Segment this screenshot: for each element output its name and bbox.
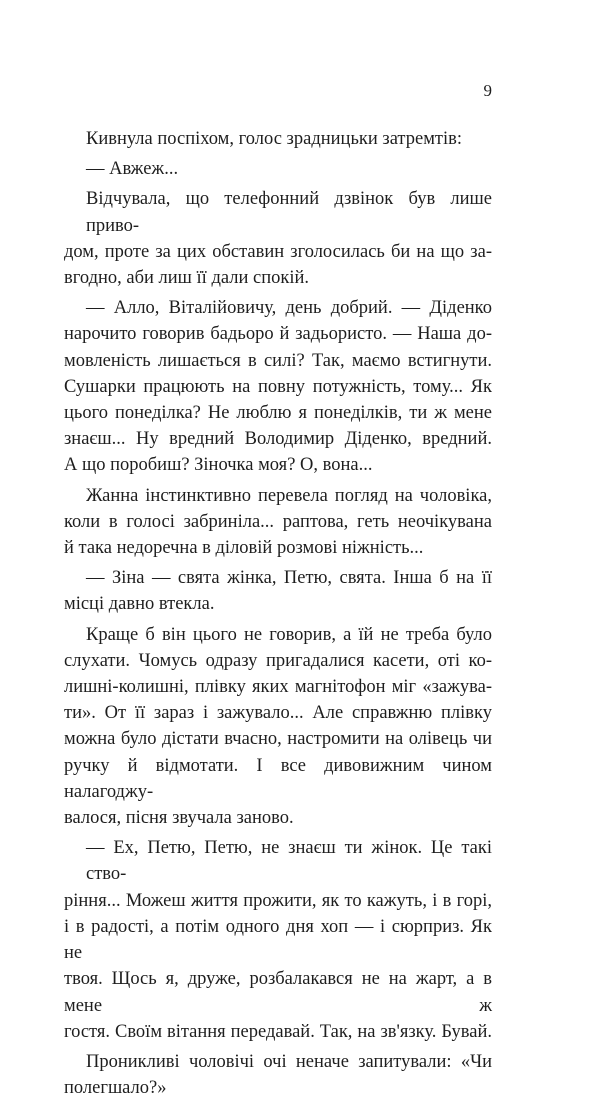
text-line: коли в голосі забриніла... раптова, геть неочікувана bbox=[64, 511, 492, 532]
paragraph bbox=[64, 565, 492, 617]
text-line: гостя. Своїм вітання передавай. Так, на зв'язку. Бувай. bbox=[64, 1021, 492, 1042]
text-line: слухати. Чомусь одразу пригадалися касети, оті ко- bbox=[64, 650, 492, 671]
text-line: твоя. Щось я, друже, розбалакався не на жарт, а в мене ж bbox=[64, 969, 492, 1016]
text-line: — Авжеж... bbox=[86, 159, 179, 180]
page-number: 9 bbox=[483, 81, 492, 100]
paragraph bbox=[64, 126, 492, 152]
text-line: і в радості, а потім одного дня хоп — і сюрприз. Як не bbox=[64, 916, 492, 964]
paragraph bbox=[64, 1049, 492, 1101]
text-line: Сушарки працюють на повну потужність, тому... Як bbox=[64, 376, 492, 397]
text-line: Кивнула поспіхом, голос зрадницьки затремтів: bbox=[86, 129, 463, 149]
paragraph bbox=[64, 186, 492, 291]
text-line: — Ех, Петю, Петю, не знаєш ти жінок. Це такі ство- bbox=[86, 838, 492, 885]
text-line: дом, проте за цих обставин зголосилась би на що за- bbox=[64, 241, 492, 262]
text-line: валося, пісня звучала заново. bbox=[64, 808, 294, 829]
text-line: знаєш... Ну вредний Володимир Діденко, вредний. bbox=[64, 429, 492, 450]
text-line: Відчувала, що телефонний дзвінок був лише приво- bbox=[86, 189, 492, 236]
paragraph bbox=[64, 156, 492, 182]
text-line: ріння... Можеш життя прожити, як то кажуть, і в горі, bbox=[64, 890, 492, 911]
text-line: вгодно, аби лиш її дали спокій. bbox=[64, 268, 310, 289]
paragraph bbox=[64, 483, 492, 562]
text-line: можна було дістати вчасно, настромити на олівець чи bbox=[64, 729, 492, 750]
text-line: цього понеділка? Не люблю я понеділків, ти ж мене bbox=[64, 403, 492, 424]
text-line: полегшало?» bbox=[64, 1078, 167, 1099]
text-line: місці давно втекла. bbox=[64, 594, 215, 615]
text-line: А що поробиш? Зіночка моя? О, вона... bbox=[64, 455, 373, 476]
text-line: ти». От її зараз і зажувало... Але справжню плівку bbox=[64, 703, 492, 724]
text-line: лишні-колишні, плівку яких магнітофон міг «зажува- bbox=[64, 677, 492, 698]
paragraph bbox=[64, 835, 492, 1045]
text-line: — Зіна — свята жінка, Петю, свята. Інша б на її bbox=[86, 568, 492, 589]
text-line: Краще б він цього не говорив, а їй не треба було bbox=[86, 624, 492, 645]
text-line: Жанна інстинктивно перевела погляд на чоловіка, bbox=[86, 485, 492, 506]
text-line: Проникливі чоловічі очі неначе запитували: «Чи bbox=[86, 1051, 492, 1072]
text-line: ручку й відмотати. І все дивовижним чином налагоджу- bbox=[64, 755, 492, 802]
text-line: й така недоречна в діловій розмові ніжність... bbox=[64, 538, 424, 559]
text-line: нарочито говорив бадьоро й задьористо. — Наша до- bbox=[64, 324, 492, 345]
paragraph bbox=[64, 622, 492, 832]
text-line: — Алло, Віталійовичу, день добрий. — Діденко bbox=[86, 298, 492, 319]
paragraph bbox=[64, 295, 492, 478]
text-line: мовленість лишається в силі? Так, маємо встигнути. bbox=[64, 350, 492, 371]
text-body bbox=[64, 126, 492, 1105]
